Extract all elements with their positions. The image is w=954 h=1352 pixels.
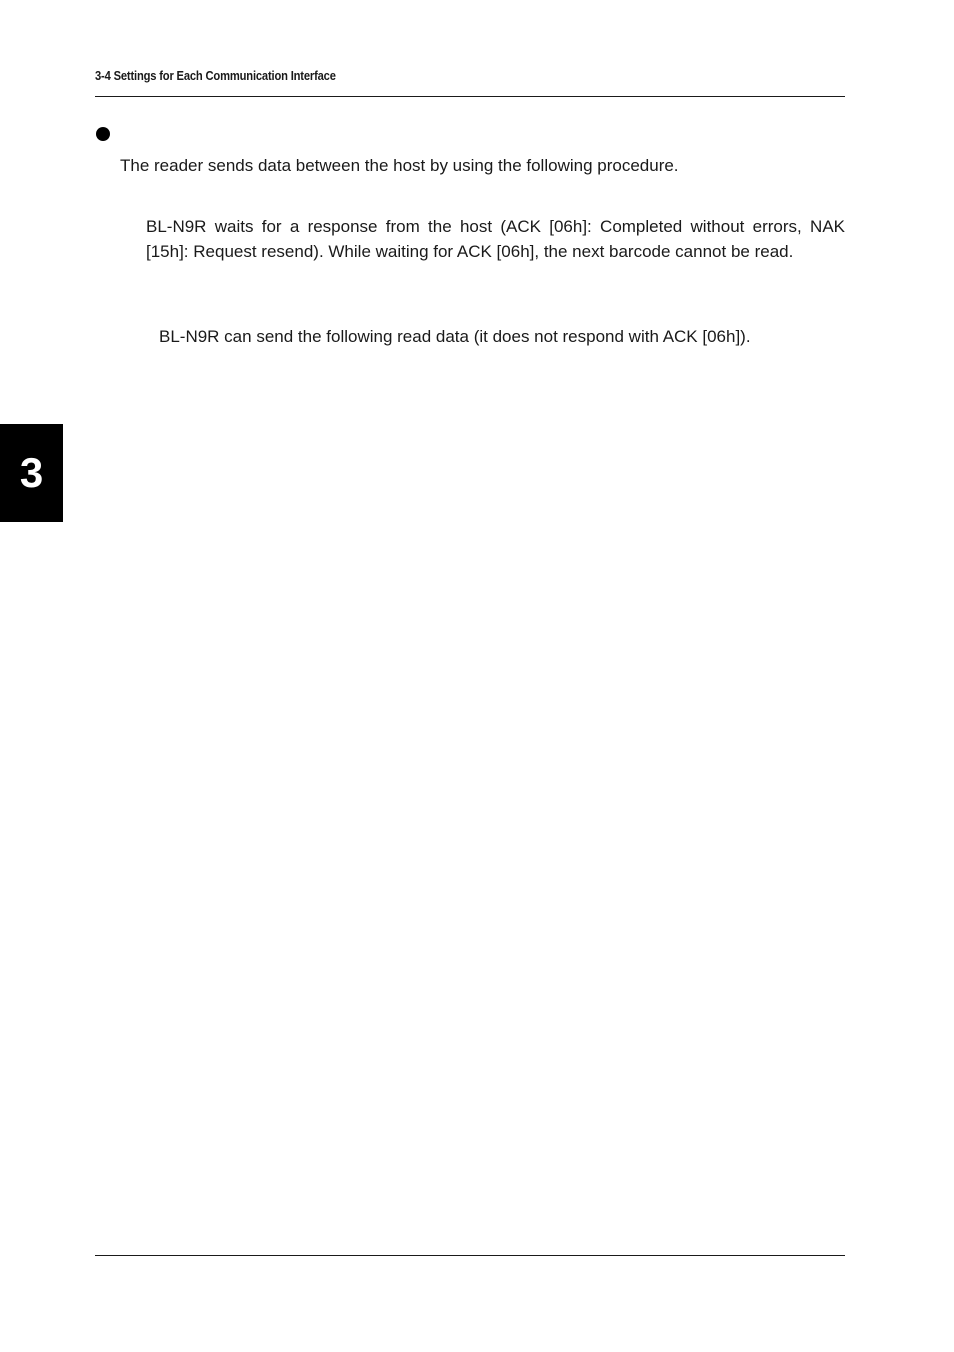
chapter-tab xyxy=(0,424,63,522)
bullet-icon xyxy=(96,127,110,141)
footer-divider xyxy=(95,1255,845,1256)
intro-paragraph: The reader sends data between the host by using the following procedure. xyxy=(120,156,679,175)
ack-procedure-paragraph: BL-N9R waits for a response from the host (ACK [06h]: Completed without errors, NAK [15h]: Request resend). While waiting for ACK [06h], the next barcode cannot be read. xyxy=(146,217,845,261)
chapter-number: 3 xyxy=(19,449,44,496)
no-ack-procedure-paragraph: BL-N9R can send the following read data (it does not respond with ACK [06h]). xyxy=(159,327,751,346)
section-header-title: 3-4 Settings for Each Communication Interface xyxy=(95,68,336,83)
header-divider xyxy=(95,96,845,97)
